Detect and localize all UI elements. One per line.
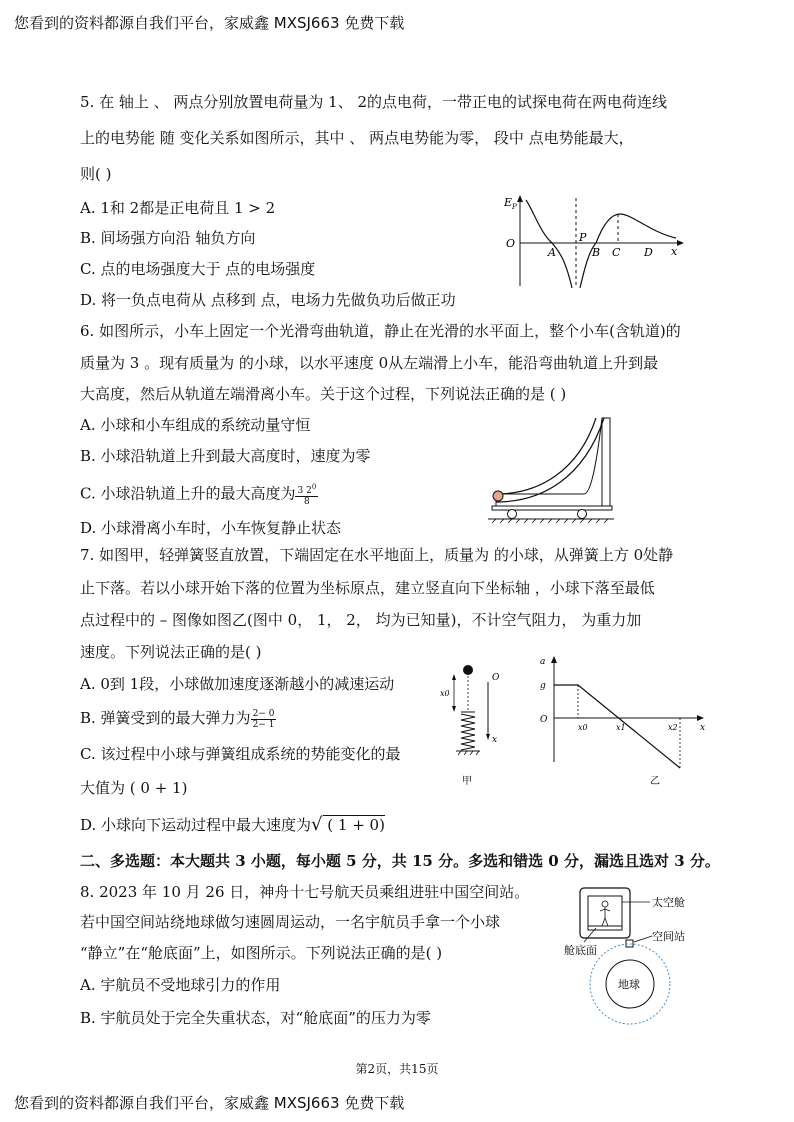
q6-ball [493,491,503,501]
q6-wheel-left [508,510,517,519]
q6-track-curve-inner [496,418,604,502]
q5-label-b: B [592,246,601,259]
q7-option-c-line2: 大值为 ( 0 + 1) [80,779,188,797]
q7-x0-arrow-up-icon [452,674,456,680]
q5-stem-line1: 5. 在 轴上 、 两点分别放置电荷量为 1、 2的点电荷，一带正电的试探电荷在两电荷连线 [80,93,668,111]
q6-ground-hatch [492,519,608,523]
q6-track-curve [496,418,596,494]
q6-stem-line2: 质量为 3 。现有质量为 的小球，以水平速度 0从左端滑上小车，能沿弯曲轨道上升到最 [80,354,659,372]
q6-option-c [80,482,318,507]
q7-o-label: O [540,715,548,725]
q7-option-d [80,815,385,835]
q6-option-c-text: C. 小球沿轨道上升的最大高度为 [80,484,296,503]
q8-earth-label: 地球 [618,978,640,991]
q7-figure-yi-label: 乙 [650,776,660,787]
q6-cart-base [492,506,612,510]
q5-label-d: D [644,246,653,259]
q7-acceleration-graph [536,652,712,792]
q7-x1-tick-label: x1 [616,723,626,732]
q7-ground-hatch [458,751,479,755]
q5-origin-label: O [506,237,516,250]
q8-stem-line2: 若中国空间站绕地球做匀速圆周运动，一名宇航员手拿一个小球 [80,913,501,931]
q7-spring [461,712,475,750]
q7-x-arrow-icon [486,734,490,740]
q7-stem-line3: 点过程中的 – 图像如图乙(图中 0， 1， 2， 均为已知量)，不计空气阻力， 为重力加 [80,611,642,629]
q8-space-station-figure [560,884,720,1032]
q7-origin-label: O [492,673,500,683]
q5-label-c: C [612,246,621,259]
q8-station-label: 空间站 [652,930,685,943]
sqrt-icon: √ [311,814,323,835]
q7-stem-line1: 7. 如图甲，轻弹簧竖直放置，下端固定在水平地面上，质量为 的小球，从弹簧上方 0处静 [80,546,674,564]
q7-option-d-radicand: ( 1 + 0) [322,816,385,834]
q8-option-a: A. 宇航员不受地球引力的作用 [80,976,281,994]
q5-option-c: C. 点的电场强度大于 点的电场强度 [80,260,316,278]
q7-figure-jia-label: 甲 [462,776,472,787]
q5-potential-energy-graph [500,192,690,292]
section-multiple-choice-title: 二、多选题：本大题共 3 小题，每小题 5 分，共 15 分。多选和错选 0 分，漏选且选对 3 分。 [80,852,720,870]
q7-option-d-text: D. 小球向下运动过程中最大速度为 [80,816,312,834]
q7-x-label: x [492,735,498,745]
q7-a-label: a [540,657,546,667]
q6-stem-line3: 大高度，然后从轨道左端滑离小车。关于这个过程，下列说法正确的是 ( ) [80,385,567,403]
q8-option-b: B. 宇航员处于完全失重状态，对“舱底面”的压力为零 [80,1009,431,1027]
q7-x-label-2: x [700,723,706,733]
q7-option-a: A. 0到 1段，小球做加速度逐渐越小的减速运动 [80,675,395,693]
q6-option-d: D. 小球滑离小车时，小车恢复静止状态 [80,519,342,537]
q5-stem-line2: 上的电势能 随 变化关系如图所示，其中 、 两点电势能为零， 段中 点电势能最大， [80,129,634,147]
header-watermark: 您看到的资料都源自我们平台，家威鑫 MXSJ663 免费下载 [14,14,405,32]
q7-x0-arrow-down-icon [452,706,456,712]
q8-stem-line3: “静立”在“舱底面”上，如图所示。下列说法正确的是( ) [80,944,443,962]
q7-ball [463,665,473,675]
q5-x-arrow-icon [677,240,684,246]
q6-option-a: A. 小球和小车组成的系统动量守恒 [80,416,311,434]
q5-option-b: B. 间场强方向沿 轴负方向 [80,229,256,247]
q5-label-x: x [671,245,678,258]
q7-option-b-fraction: $\frac{2- 0}{2- 1}$ [252,708,275,730]
q5-y-arrow-icon [517,195,523,202]
q6-option-b: B. 小球沿轨道上升到最大高度时，速度为零 [80,447,371,465]
q8-station-pointer [634,936,652,942]
page-number: 第2页，共15页 [355,1062,439,1076]
q7-g-label: g [540,681,546,691]
q7-x-arrow-icon-2 [697,715,704,721]
q6-wheel-right [578,510,587,519]
q8-station-marker [626,940,633,947]
q8-cabin-label: 太空舱 [652,896,685,909]
q6-stem-line1: 6. 如图所示，小车上固定一个光滑弯曲轨道，静止在光滑的水平面上，整个小车(含轨道)的 [80,322,681,340]
q7-spring-figure [436,658,510,790]
q5-option-a: A. 1和 2都是正电荷且 1 > 2 [80,199,276,217]
q8-floor-label: 舱底面 [564,944,597,957]
q7-a-arrow-icon [551,656,557,663]
q7-stem-line2: 止下落。若以小球开始下落的位置为坐标原点，建立竖直向下坐标轴 ，小球下落至最低 [80,579,655,597]
footer-watermark: 您看到的资料都源自我们平台，家威鑫 MXSJ663 免费下载 [14,1094,405,1112]
q5-label-a: A [548,246,556,259]
q7-stem-line4: 速度。下列说法正确的是( ) [80,643,262,661]
q7-option-b [80,708,276,730]
q5-option-d: D. 将一负点电荷从 点移到 点，电场力先做负功后做正功 [80,291,456,309]
q8-stem-line1: 8. 2023 年 10 月 26 日，神舟十七号航天员乘组进驻中国空间站。 [80,883,530,901]
q6-cart-track-figure [488,412,616,524]
q7-x0-tick-label: x0 [578,723,588,732]
q6-option-c-fraction: $\frac{3 2^0}{8}$ [297,483,317,507]
q7-option-b-text: B. 弹簧受到的最大弹力为 [80,709,251,727]
q5-curve-left [526,200,572,288]
q5-stem-line3: 则( ) [80,165,112,183]
q7-option-c-line1: C. 该过程中小球与弹簧组成系统的势能变化的最 [80,745,401,763]
q7-x2-tick-label: x2 [668,723,678,732]
q7-x0-label: x0 [440,689,450,698]
q5-label-p: P [579,231,587,244]
q5-ep-label: $E_P$ [504,196,517,211]
